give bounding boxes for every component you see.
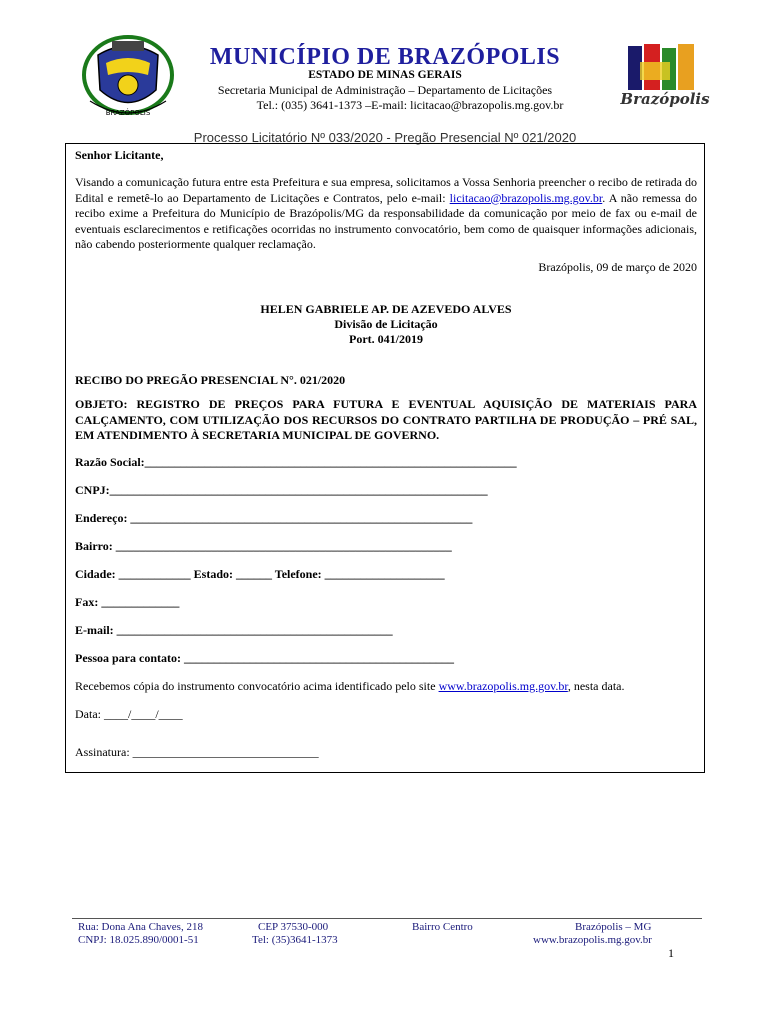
signatory-division: Divisão de Licitação bbox=[334, 317, 438, 331]
letter-body bbox=[75, 175, 697, 253]
cnpj-field[interactable]: CNPJ:_______________________________________________________________ bbox=[75, 483, 488, 497]
footer-cep: CEP 37530-000 bbox=[258, 921, 329, 933]
contact-line: Tel.: (035) 3641-1373 –E-mail: licitacao@brazopolis.mg.gov.br bbox=[256, 98, 564, 112]
date-field[interactable]: Data: ____/____/____ bbox=[75, 707, 183, 721]
footer-city: Brazópolis – MG bbox=[575, 921, 652, 933]
footer-address: Rua: Dona Ana Chaves, 218 bbox=[78, 921, 203, 933]
page-title: MUNICÍPIO DE BRAZÓPOLIS bbox=[209, 44, 561, 70]
logo-text: Brazópolis bbox=[620, 90, 710, 108]
email-link[interactable]: licitacao@brazopolis.mg.gov.br bbox=[449, 190, 603, 205]
footer-divider bbox=[72, 918, 702, 919]
razao-social-field[interactable]: Razão Social:______________________________________________________________ bbox=[75, 455, 517, 469]
signatory-name: HELEN GABRIELE AP. DE AZEVEDO ALVES bbox=[260, 302, 512, 316]
footer-tel: Tel: (35)3641-1373 bbox=[252, 934, 338, 946]
fax-field[interactable]: Fax: _____________ bbox=[75, 595, 180, 609]
page-number: 1 bbox=[668, 946, 674, 960]
receipt-title: RECIBO DO PREGÃO PRESENCIAL N°. 021/2020 bbox=[75, 373, 346, 387]
bairro-field[interactable]: Bairro: ________________________________________________________ bbox=[75, 539, 452, 553]
signature-field[interactable]: Assinatura: _______________________________ bbox=[75, 745, 319, 759]
footer-bairro: Bairro Centro bbox=[412, 921, 473, 933]
email-field[interactable]: E-mail: ______________________________________________ bbox=[75, 623, 393, 637]
copy-statement bbox=[75, 679, 697, 695]
salutation: Senhor Licitante, bbox=[75, 148, 164, 162]
letter-body-part2: . A não remessa do recibo exime a Prefeitura do Município de Brazópolis/MG da responsabilidade da comunicação por meio de fax ou e-mail de eventuais esclarecimentos e retificações ocorridas no instrumento convocatório, bem como de quaisquer informações adicionais, não cabendo posteriormente qualquer reclamação. bbox=[75, 190, 697, 251]
contact-person-field[interactable]: Pessoa para contato: _____________________________________________ bbox=[75, 651, 454, 665]
endereco-field[interactable]: Endereço: _________________________________________________________ bbox=[75, 511, 473, 525]
state-subtitle: ESTADO DE MINAS GERAIS bbox=[308, 69, 462, 81]
letter-date: Brazópolis, 09 de março de 2020 bbox=[538, 260, 697, 274]
letter-body-part1: Visando a comunicação futura entre esta Prefeitura e sua empresa, solicitamos a Vossa Senhoria preencher o recibo de retirada do Edital e remetê-lo ao Departamento de Licitações e Contratos, pelo e-mail: bbox=[75, 175, 697, 205]
footer-cnpj: CNPJ: 18.025.890/0001-51 bbox=[78, 934, 199, 946]
site-link[interactable]: www.brazopolis.mg.gov.br bbox=[438, 679, 568, 693]
process-line: Processo Licitatório Nº 033/2020 - Pregão Presencial Nº 021/2020 bbox=[193, 130, 577, 145]
department-line: Secretaria Municipal de Administração – Departamento de Licitações bbox=[217, 83, 553, 97]
crest-text: BRAZÓPOLIS bbox=[105, 109, 151, 117]
signatory-port: Port. 041/2019 bbox=[349, 332, 423, 346]
copy-part1: Recebemos cópia do instrumento convocatório acima identificado pelo site bbox=[75, 679, 439, 693]
cidade-estado-telefone-field[interactable]: Cidade: ____________ Estado: ______ Telefone: ____________________ bbox=[75, 567, 445, 581]
copy-part2: , nesta data. bbox=[567, 679, 625, 693]
city-logo-icon bbox=[620, 42, 710, 122]
receipt-object: OBJETO: REGISTRO DE PREÇOS PARA FUTURA E EVENTUAL AQUISIÇÃO DE MATERIAIS PARA CALÇAMENTO, COM UTILIZAÇÃO DOS RECURSOS DO CONTRATO PARTILHA DE PRODUÇÃO – PRÉ SAL, EM ATENDIMENTO À SECRETARIA MUNICIPAL DE GOVERNO. bbox=[75, 397, 697, 442]
footer-site: www.brazopolis.mg.gov.br bbox=[533, 934, 652, 946]
